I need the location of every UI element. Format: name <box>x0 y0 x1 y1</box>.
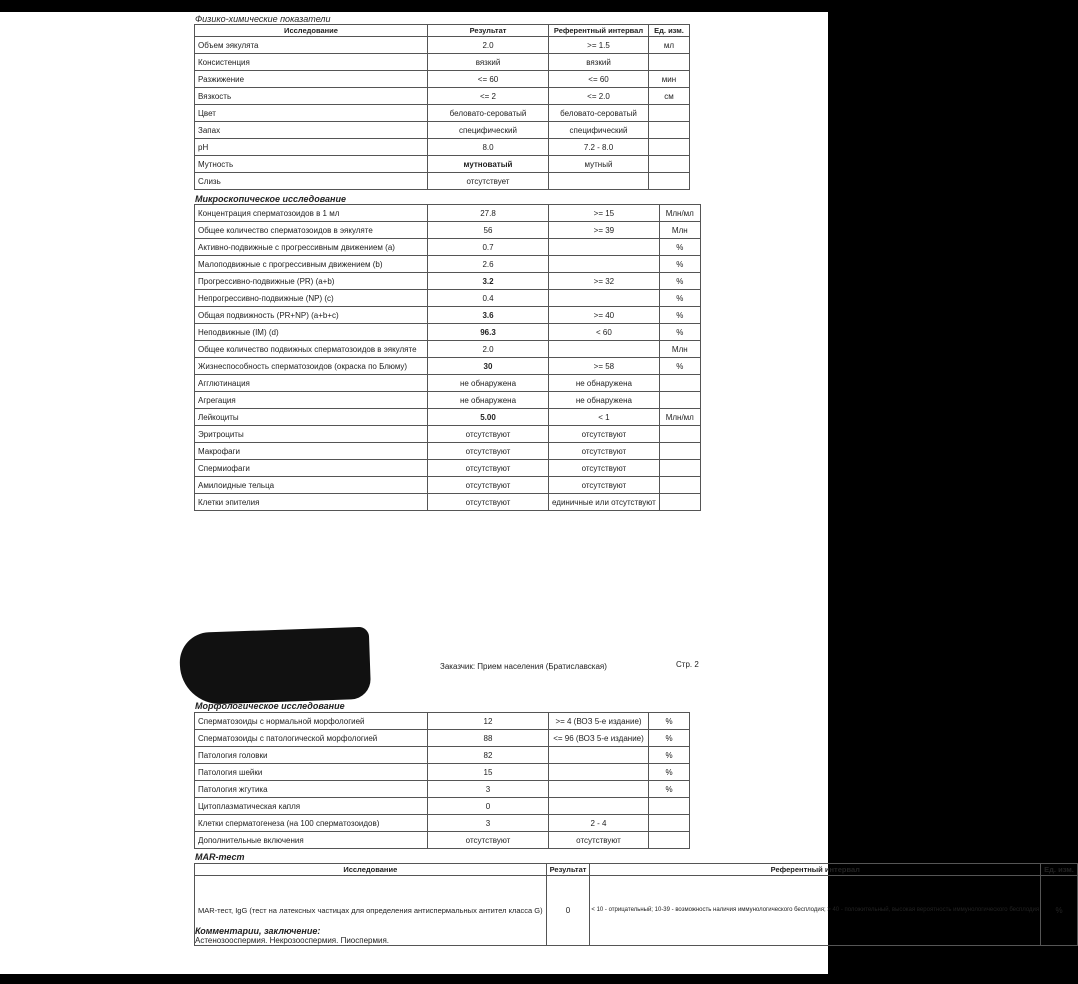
section-title-micro: Микроскопическое исследование <box>195 194 346 204</box>
cell-ref: отсутствуют <box>549 460 660 477</box>
table-row <box>195 205 701 222</box>
cell-name: Цвет <box>195 105 428 122</box>
comments-text: Астенозооспермия. Некрозооспермия. Пиоспермия. <box>195 936 389 945</box>
table-row <box>195 139 690 156</box>
table-row <box>195 37 690 54</box>
cell-name: Непрогрессивно-подвижные (NP) (c) <box>195 290 428 307</box>
cell-name: Разжижение <box>195 71 428 88</box>
cell-unit: Млн <box>659 341 700 358</box>
cell-unit <box>649 105 690 122</box>
table-row <box>195 426 701 443</box>
cell-unit: Млн/мл <box>659 205 700 222</box>
cell-name: Концентрация сперматозоидов в 1 мл <box>195 205 428 222</box>
cell-name: Сперматозоиды с патологической морфологией <box>195 730 428 747</box>
cell-result: 5.00 <box>428 409 549 426</box>
table-row <box>195 798 690 815</box>
cell-ref: вязкий <box>549 54 649 71</box>
table-header-row <box>195 864 1078 876</box>
table-row <box>195 122 690 139</box>
cell-result: 96.3 <box>428 324 549 341</box>
cell-unit: % <box>659 290 700 307</box>
mar-name: MAR-тест, IgG (тест на латексных частицах для определения антиспермальных антител класса G) <box>195 876 547 946</box>
morph-table <box>194 712 690 849</box>
cell-unit: Млн/мл <box>659 409 700 426</box>
table-row <box>195 730 690 747</box>
cell-result: 12 <box>428 713 549 730</box>
header-unit: Ед. изм. <box>1041 864 1078 876</box>
cell-name: Цитоплазматическая капля <box>195 798 428 815</box>
cell-result: беловато-сероватый <box>428 105 549 122</box>
table-row <box>195 815 690 832</box>
cell-result: мутноватый <box>428 156 549 173</box>
cell-ref: мутный <box>549 156 649 173</box>
table-row <box>195 764 690 781</box>
table-row <box>195 324 701 341</box>
cell-result: 3.2 <box>428 273 549 290</box>
cell-result: специфический <box>428 122 549 139</box>
cell-ref: отсутствуют <box>549 477 660 494</box>
cell-name: Жизнеспособность сперматозоидов (окраска по Блюму) <box>195 358 428 375</box>
table-row <box>195 876 1078 946</box>
cell-result: <= 2 <box>428 88 549 105</box>
cell-unit: мин <box>649 71 690 88</box>
cell-result: 3 <box>428 781 549 798</box>
cell-ref <box>549 781 649 798</box>
cell-ref: >= 1.5 <box>549 37 649 54</box>
cell-unit: % <box>659 239 700 256</box>
cell-unit <box>649 832 690 849</box>
cell-unit: % <box>659 324 700 341</box>
cell-result: 27.8 <box>428 205 549 222</box>
cell-ref: специфический <box>549 122 649 139</box>
cell-unit <box>649 139 690 156</box>
header-result: Результат <box>546 864 590 876</box>
cell-name: Прогрессивно-подвижные (PR) (a+b) <box>195 273 428 290</box>
table-header-row <box>195 25 690 37</box>
cell-ref: не обнаружена <box>549 375 660 392</box>
cell-result: 0.4 <box>428 290 549 307</box>
header-result: Результат <box>428 25 549 37</box>
comments-title: Комментарии, заключение: <box>195 926 321 936</box>
table-row <box>195 392 701 409</box>
header-test: Исследование <box>195 864 547 876</box>
cell-unit: Млн <box>659 222 700 239</box>
cell-ref <box>549 798 649 815</box>
cell-ref: беловато-сероватый <box>549 105 649 122</box>
table-row <box>195 358 701 375</box>
cell-name: Общее количество подвижных сперматозоидов в эякуляте <box>195 341 428 358</box>
table-row <box>195 222 701 239</box>
mar-unit: % <box>1041 876 1078 946</box>
cell-name: pH <box>195 139 428 156</box>
section-title-mar: MAR-тест <box>195 852 245 862</box>
cell-result: 2.6 <box>428 256 549 273</box>
cell-result: 0 <box>428 798 549 815</box>
cell-unit <box>659 375 700 392</box>
table-row <box>195 494 701 511</box>
cell-result: отсутствует <box>428 173 549 190</box>
cell-ref: единичные или отсутствуют <box>549 494 660 511</box>
cell-name: Патология жгутика <box>195 781 428 798</box>
table-row <box>195 173 690 190</box>
cell-ref <box>549 341 660 358</box>
cell-ref: < 1 <box>549 409 660 426</box>
cell-name: Неподвижные (IM) (d) <box>195 324 428 341</box>
cell-result: <= 60 <box>428 71 549 88</box>
cell-unit <box>659 392 700 409</box>
cell-unit: мл <box>649 37 690 54</box>
cell-name: Малоподвижные с прогрессивным движением (b) <box>195 256 428 273</box>
cell-unit <box>659 477 700 494</box>
cell-result: 82 <box>428 747 549 764</box>
cell-name: Активно-подвижные с прогрессивным движением (a) <box>195 239 428 256</box>
header-ref: Референтный интервал <box>549 25 649 37</box>
cell-result: 2.0 <box>428 37 549 54</box>
cell-name: Агглютинация <box>195 375 428 392</box>
cell-ref: отсутствуют <box>549 832 649 849</box>
cell-name: Клетки эпителия <box>195 494 428 511</box>
cell-result: 30 <box>428 358 549 375</box>
cell-name: Агрегация <box>195 392 428 409</box>
bottom-border <box>0 974 828 984</box>
cell-result: 3 <box>428 815 549 832</box>
cell-unit: % <box>649 730 690 747</box>
cell-result: 2.0 <box>428 341 549 358</box>
table-row <box>195 832 690 849</box>
physchem-table <box>194 24 690 190</box>
cell-unit: % <box>649 747 690 764</box>
cell-result: 15 <box>428 764 549 781</box>
cell-name: Слизь <box>195 173 428 190</box>
cell-name: Макрофаги <box>195 443 428 460</box>
cell-unit: % <box>659 273 700 290</box>
cell-result: 8.0 <box>428 139 549 156</box>
cell-unit <box>649 798 690 815</box>
cell-result: 3.6 <box>428 307 549 324</box>
cell-unit <box>649 173 690 190</box>
cell-name: Общая подвижность (PR+NP) (a+b+c) <box>195 307 428 324</box>
cell-ref: >= 39 <box>549 222 660 239</box>
cell-result: отсутствуют <box>428 443 549 460</box>
mar-table <box>194 863 1078 946</box>
table-row <box>195 273 701 290</box>
cell-ref: отсутствуют <box>549 443 660 460</box>
table-row <box>195 460 701 477</box>
cell-ref <box>549 764 649 781</box>
cell-name: Объем эякулята <box>195 37 428 54</box>
header-ref: Референтный интервал <box>590 864 1041 876</box>
cell-ref: >= 58 <box>549 358 660 375</box>
cell-ref: 7.2 - 8.0 <box>549 139 649 156</box>
cell-name: Вязкость <box>195 88 428 105</box>
cell-ref: не обнаружена <box>549 392 660 409</box>
section-title-physchem: Физико-химические показатели <box>195 14 331 24</box>
table-row <box>195 713 690 730</box>
cell-name: Сперматозоиды с нормальной морфологией <box>195 713 428 730</box>
cell-unit: % <box>649 713 690 730</box>
cell-unit <box>649 815 690 832</box>
cell-unit: % <box>659 358 700 375</box>
cell-name: Эритроциты <box>195 426 428 443</box>
table-row <box>195 54 690 71</box>
table-row <box>195 477 701 494</box>
cell-ref: >= 15 <box>549 205 660 222</box>
header-unit: Ед. изм. <box>649 25 690 37</box>
mar-ref: < 10 - отрицательный; 10-39 - возможность наличия иммунологического бесплодия; > 40 - положительный, высокая вероятность иммунологического бесплодия <box>590 876 1041 946</box>
cell-ref: отсутствуют <box>549 426 660 443</box>
table-row <box>195 290 701 307</box>
cell-result: вязкий <box>428 54 549 71</box>
cell-unit <box>649 54 690 71</box>
cell-ref <box>549 239 660 256</box>
table-row <box>195 409 701 426</box>
cell-unit <box>659 426 700 443</box>
table-row <box>195 307 701 324</box>
cell-name: Мутность <box>195 156 428 173</box>
cell-result: отсутствуют <box>428 832 549 849</box>
cell-result: 88 <box>428 730 549 747</box>
table-row <box>195 747 690 764</box>
cell-unit: % <box>649 781 690 798</box>
cell-result: отсутствуют <box>428 477 549 494</box>
mar-result: 0 <box>546 876 590 946</box>
cell-ref <box>549 747 649 764</box>
table-row <box>195 239 701 256</box>
table-row <box>195 341 701 358</box>
table-row <box>195 105 690 122</box>
cell-name: Амилоидные тельца <box>195 477 428 494</box>
table-row <box>195 71 690 88</box>
cell-ref <box>549 290 660 307</box>
cell-unit: % <box>659 307 700 324</box>
cell-name: Патология шейки <box>195 764 428 781</box>
cell-result: 56 <box>428 222 549 239</box>
page-number: Стр. 2 <box>676 660 699 669</box>
cell-name: Спермиофаги <box>195 460 428 477</box>
cell-result: не обнаружена <box>428 375 549 392</box>
cell-ref: >= 32 <box>549 273 660 290</box>
report-page <box>0 12 1074 974</box>
cell-name: Общее количество сперматозоидов в эякуляте <box>195 222 428 239</box>
table-row <box>195 443 701 460</box>
cell-unit: см <box>649 88 690 105</box>
cell-result: отсутствуют <box>428 460 549 477</box>
cell-ref <box>549 173 649 190</box>
customer-label: Заказчик: Прием населения (Братиславская) <box>440 662 607 671</box>
cell-result: отсутствуют <box>428 426 549 443</box>
cell-name: Лейкоциты <box>195 409 428 426</box>
table-row <box>195 156 690 173</box>
cell-unit <box>659 460 700 477</box>
cell-name: Патология головки <box>195 747 428 764</box>
cell-ref: 2 - 4 <box>549 815 649 832</box>
cell-unit: % <box>649 764 690 781</box>
cell-result: отсутствуют <box>428 494 549 511</box>
cell-result: 0.7 <box>428 239 549 256</box>
cell-ref: <= 60 <box>549 71 649 88</box>
table-row <box>195 375 701 392</box>
cell-unit <box>659 494 700 511</box>
cell-ref: >= 40 <box>549 307 660 324</box>
cell-ref: <= 96 (ВОЗ 5-е издание) <box>549 730 649 747</box>
cell-ref: >= 4 (ВОЗ 5-е издание) <box>549 713 649 730</box>
cell-name: Консистенция <box>195 54 428 71</box>
cell-unit <box>649 156 690 173</box>
table-row <box>195 88 690 105</box>
cell-result: не обнаружена <box>428 392 549 409</box>
cell-ref: <= 2.0 <box>549 88 649 105</box>
cell-name: Дополнительные включения <box>195 832 428 849</box>
cell-unit: % <box>659 256 700 273</box>
cell-ref <box>549 256 660 273</box>
cell-unit <box>649 122 690 139</box>
section-title-morph: Морфологическое исследование <box>195 701 345 711</box>
redacted-patient-info <box>179 627 371 706</box>
cell-unit <box>659 443 700 460</box>
cell-name: Клетки сперматогенеза (на 100 сперматозоидов) <box>195 815 428 832</box>
cell-name: Запах <box>195 122 428 139</box>
cell-ref: < 60 <box>549 324 660 341</box>
table-row <box>195 256 701 273</box>
table-row <box>195 781 690 798</box>
micro-table <box>194 204 701 511</box>
header-test: Исследование <box>195 25 428 37</box>
